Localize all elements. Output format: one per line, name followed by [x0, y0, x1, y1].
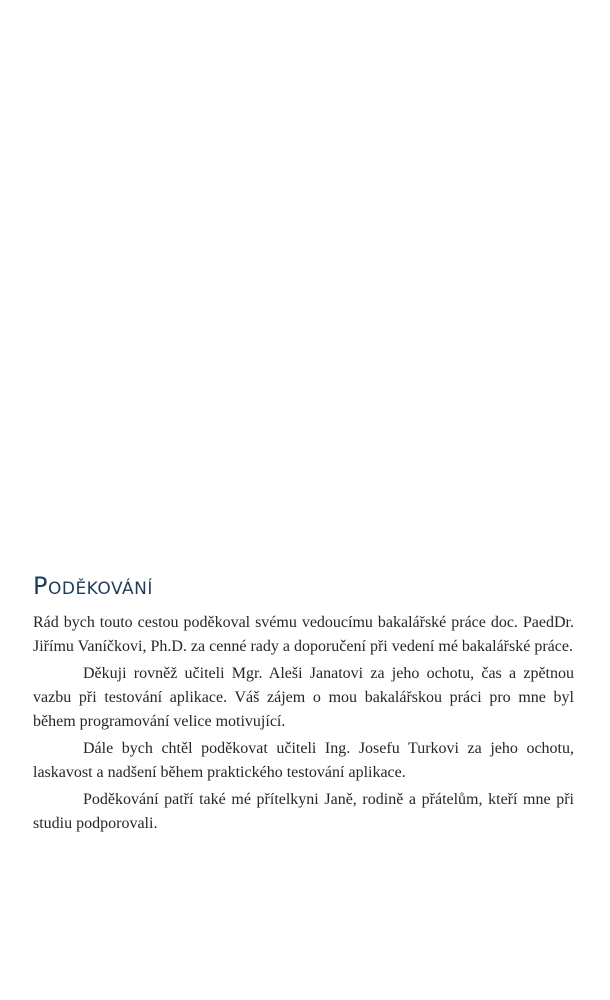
paragraph-1: Rád bych touto cestou poděkoval svému vedoucímu bakalářské práce doc. PaedDr. Jiřímu Vaníčkovi, Ph.D. za cenné rady a doporučení při vedení mé bakalářské práce.	[33, 614, 574, 655]
paragraph-3: Dále bych chtěl poděkovat učiteli Ing. Josefu Turkovi za jeho ochotu, laskavost a nadšení během praktického testování aplikace.	[33, 740, 574, 781]
paragraph-4: Poděkování patří také mé přítelkyni Janě, rodině a přátelům, kteří mne při studiu podporovali.	[33, 791, 574, 832]
section-heading: Poděkování	[33, 572, 153, 600]
paragraph-2: Děkuji rovněž učiteli Mgr. Aleši Janatovi za jeho ochotu, čas a zpětnou vazbu při testování aplikace. Váš zájem o mou bakalářskou práci pro mne byl během programování velice motivující.	[33, 665, 574, 730]
acknowledgement-body	[33, 611, 574, 839]
